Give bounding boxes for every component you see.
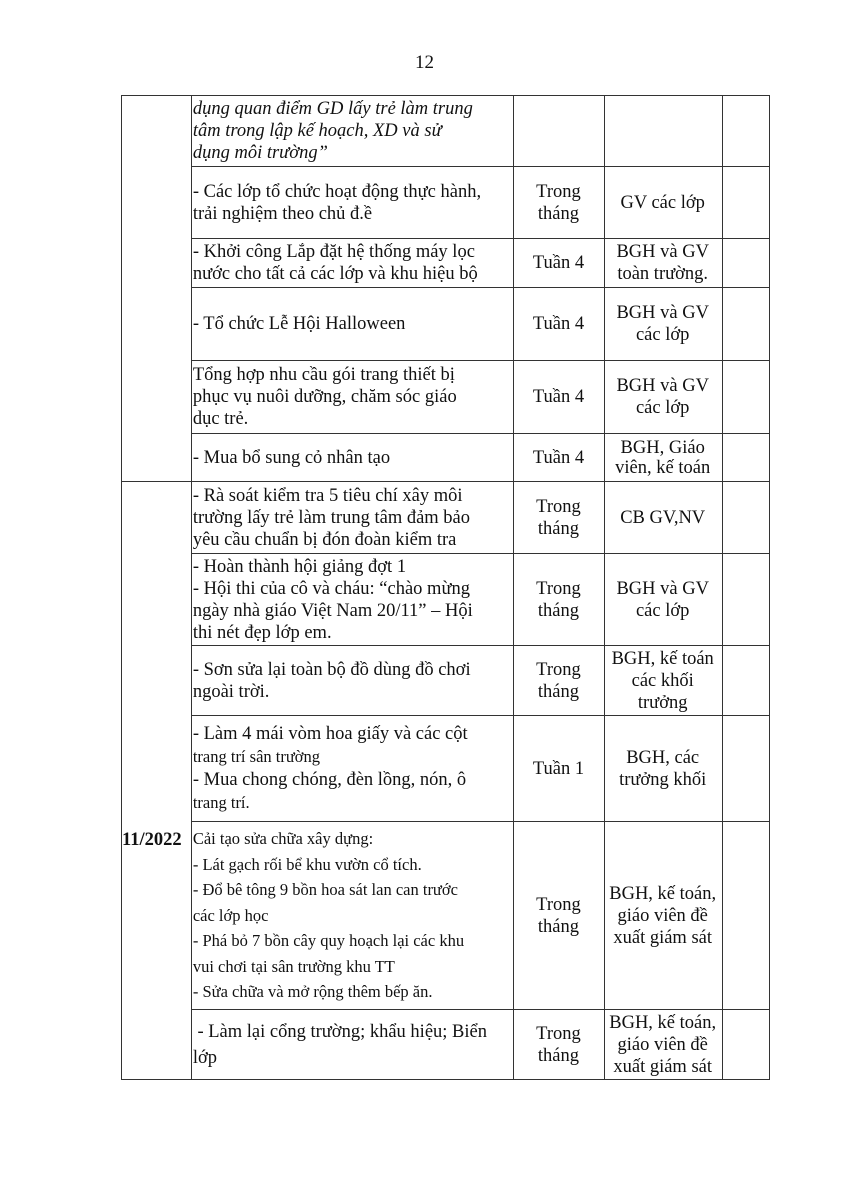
responsible-cell: BGH và GV toàn trường. bbox=[604, 239, 722, 288]
task-line: - Sửa chữa và mở rộng thêm bếp ăn. bbox=[192, 982, 433, 1002]
time-cell: Trong tháng bbox=[514, 482, 604, 554]
task-line: - Mua bổ sung cỏ nhân tạo bbox=[192, 447, 391, 468]
table-row bbox=[122, 646, 770, 716]
table-row bbox=[122, 434, 770, 482]
task-line: vui chơi tại sân trường khu TT bbox=[192, 956, 395, 976]
responsible-cell: GV các lớp bbox=[604, 167, 722, 239]
time-cell: Trong tháng bbox=[514, 646, 604, 716]
task-line: ngày nhà giáo Việt Nam 20/11” – Hội bbox=[192, 600, 473, 621]
note-cell bbox=[722, 434, 769, 482]
note-cell bbox=[722, 716, 769, 822]
task-line: trang trí sân trường bbox=[192, 746, 321, 766]
table-row bbox=[122, 288, 770, 361]
task-line: tâm trong lập kế hoạch, XD và sử bbox=[192, 121, 442, 141]
note-cell bbox=[722, 239, 769, 288]
task-line: - Tổ chức Lễ Hội Halloween bbox=[192, 314, 406, 334]
table-row bbox=[122, 482, 770, 554]
task-cell bbox=[191, 1010, 513, 1080]
task-line: - Làm 4 mái vòm hoa giấy và các cột bbox=[192, 723, 468, 744]
note-cell bbox=[722, 646, 769, 716]
task-line: yêu cầu chuẩn bị đón đoàn kiểm tra bbox=[192, 529, 457, 550]
task-cell bbox=[191, 288, 513, 361]
task-line: dục trẻ. bbox=[192, 409, 249, 429]
table-row bbox=[122, 1010, 770, 1080]
time-cell: Trong tháng bbox=[514, 822, 604, 1010]
task-line: dụng quan điểm GD lấy trẻ làm trung bbox=[192, 99, 473, 119]
table-row bbox=[122, 822, 770, 1010]
table-row bbox=[122, 167, 770, 239]
task-line: dụng môi trường” bbox=[192, 143, 328, 163]
plan-table bbox=[121, 95, 770, 1080]
note-cell bbox=[722, 554, 769, 646]
responsible-cell: BGH và GV các lớp bbox=[604, 554, 722, 646]
time-cell: Trong tháng bbox=[514, 167, 604, 239]
task-line: thi nét đẹp lớp em. bbox=[192, 622, 332, 643]
task-line: - Các lớp tổ chức hoạt động thực hành, bbox=[192, 181, 482, 202]
task-cell bbox=[191, 434, 513, 482]
table-row bbox=[122, 361, 770, 434]
task-line: phục vụ nuôi dưỡng, chăm sóc giáo bbox=[192, 387, 457, 407]
note-cell bbox=[722, 96, 769, 167]
task-line: Cải tạo sửa chữa xây dựng: bbox=[192, 829, 374, 849]
task-line: ngoài trời. bbox=[192, 681, 270, 702]
time-cell: Tuần 4 bbox=[514, 434, 604, 482]
task-line: Tổng hợp nhu cầu gói trang thiết bị bbox=[192, 365, 455, 385]
task-line: - Lát gạch rối bể khu vườn cổ tích. bbox=[192, 854, 422, 874]
month-label: 11/2022 bbox=[122, 829, 182, 850]
month-cell bbox=[122, 482, 192, 1080]
month-cell-empty bbox=[122, 96, 192, 482]
task-line: - Phá bỏ 7 bồn cây quy hoạch lại các khu bbox=[192, 931, 465, 951]
responsible-cell bbox=[604, 434, 722, 482]
task-cell bbox=[191, 239, 513, 288]
time-cell: Tuần 1 bbox=[514, 716, 604, 822]
task-cell bbox=[191, 554, 513, 646]
responsible-text: BGH, kế toán các khối trưởng bbox=[611, 648, 714, 713]
note-cell bbox=[722, 361, 769, 434]
task-cell bbox=[191, 822, 513, 1010]
responsible-cell bbox=[604, 96, 722, 167]
time-cell: Trong tháng bbox=[514, 554, 604, 646]
task-line: - Mua chong chóng, đèn lồng, nón, ô bbox=[192, 769, 467, 790]
table-row bbox=[122, 96, 770, 167]
note-cell bbox=[722, 288, 769, 361]
time-cell bbox=[514, 96, 604, 167]
note-cell bbox=[722, 1010, 769, 1080]
task-line: - Làm lại cổng trường; khẩu hiệu; Biển bbox=[192, 1021, 487, 1042]
task-line: trường lấy trẻ làm trung tâm đảm bảo bbox=[192, 507, 471, 528]
responsible-cell: BGH và GV các lớp bbox=[604, 288, 722, 361]
time-cell: Tuần 4 bbox=[514, 239, 604, 288]
time-cell: Tuần 4 bbox=[514, 361, 604, 434]
task-line: - Đổ bê tông 9 bồn hoa sát lan can trước bbox=[192, 880, 458, 900]
task-line: lớp bbox=[192, 1047, 218, 1068]
responsible-cell: BGH, kế toán, giáo viên đề xuất giám sát bbox=[604, 822, 722, 1010]
time-cell: Trong tháng bbox=[514, 1010, 604, 1080]
task-cell bbox=[191, 482, 513, 554]
responsible-cell: BGH và GV các lớp bbox=[604, 361, 722, 434]
responsible-cell bbox=[604, 646, 722, 716]
task-line: nước cho tất cả các lớp và khu hiệu bộ bbox=[192, 264, 478, 284]
task-line: - Hội thi của cô và cháu: “chào mừng bbox=[192, 578, 470, 599]
task-cell bbox=[191, 167, 513, 239]
task-line: - Hoàn thành hội giảng đợt 1 bbox=[192, 556, 407, 577]
task-cell bbox=[191, 716, 513, 822]
task-cell bbox=[191, 646, 513, 716]
task-line: trải nghiệm theo chủ đ.ề bbox=[192, 203, 373, 224]
responsible-cell: BGH, kế toán, giáo viên đề xuất giám sát bbox=[604, 1010, 722, 1080]
responsible-cell: CB GV,NV bbox=[604, 482, 722, 554]
responsible-text: BGH, Giáo viên, kế toán bbox=[615, 437, 711, 478]
task-cell bbox=[191, 361, 513, 434]
task-line: - Khởi công Lắp đặt hệ thống máy lọc bbox=[192, 242, 475, 262]
task-line: - Rà soát kiểm tra 5 tiêu chí xây môi bbox=[192, 485, 463, 506]
note-cell bbox=[722, 822, 769, 1010]
time-cell: Tuần 4 bbox=[514, 288, 604, 361]
page-number: 12 bbox=[415, 52, 434, 73]
task-line: - Sơn sửa lại toàn bộ đồ dùng đồ chơi bbox=[192, 659, 471, 680]
task-line: trang trí. bbox=[192, 792, 250, 812]
table-row bbox=[122, 554, 770, 646]
table-row bbox=[122, 239, 770, 288]
task-cell bbox=[191, 96, 513, 167]
note-cell bbox=[722, 482, 769, 554]
task-line: các lớp học bbox=[192, 905, 269, 925]
responsible-cell: BGH, các trưởng khối bbox=[604, 716, 722, 822]
note-cell bbox=[722, 167, 769, 239]
table-row bbox=[122, 716, 770, 822]
